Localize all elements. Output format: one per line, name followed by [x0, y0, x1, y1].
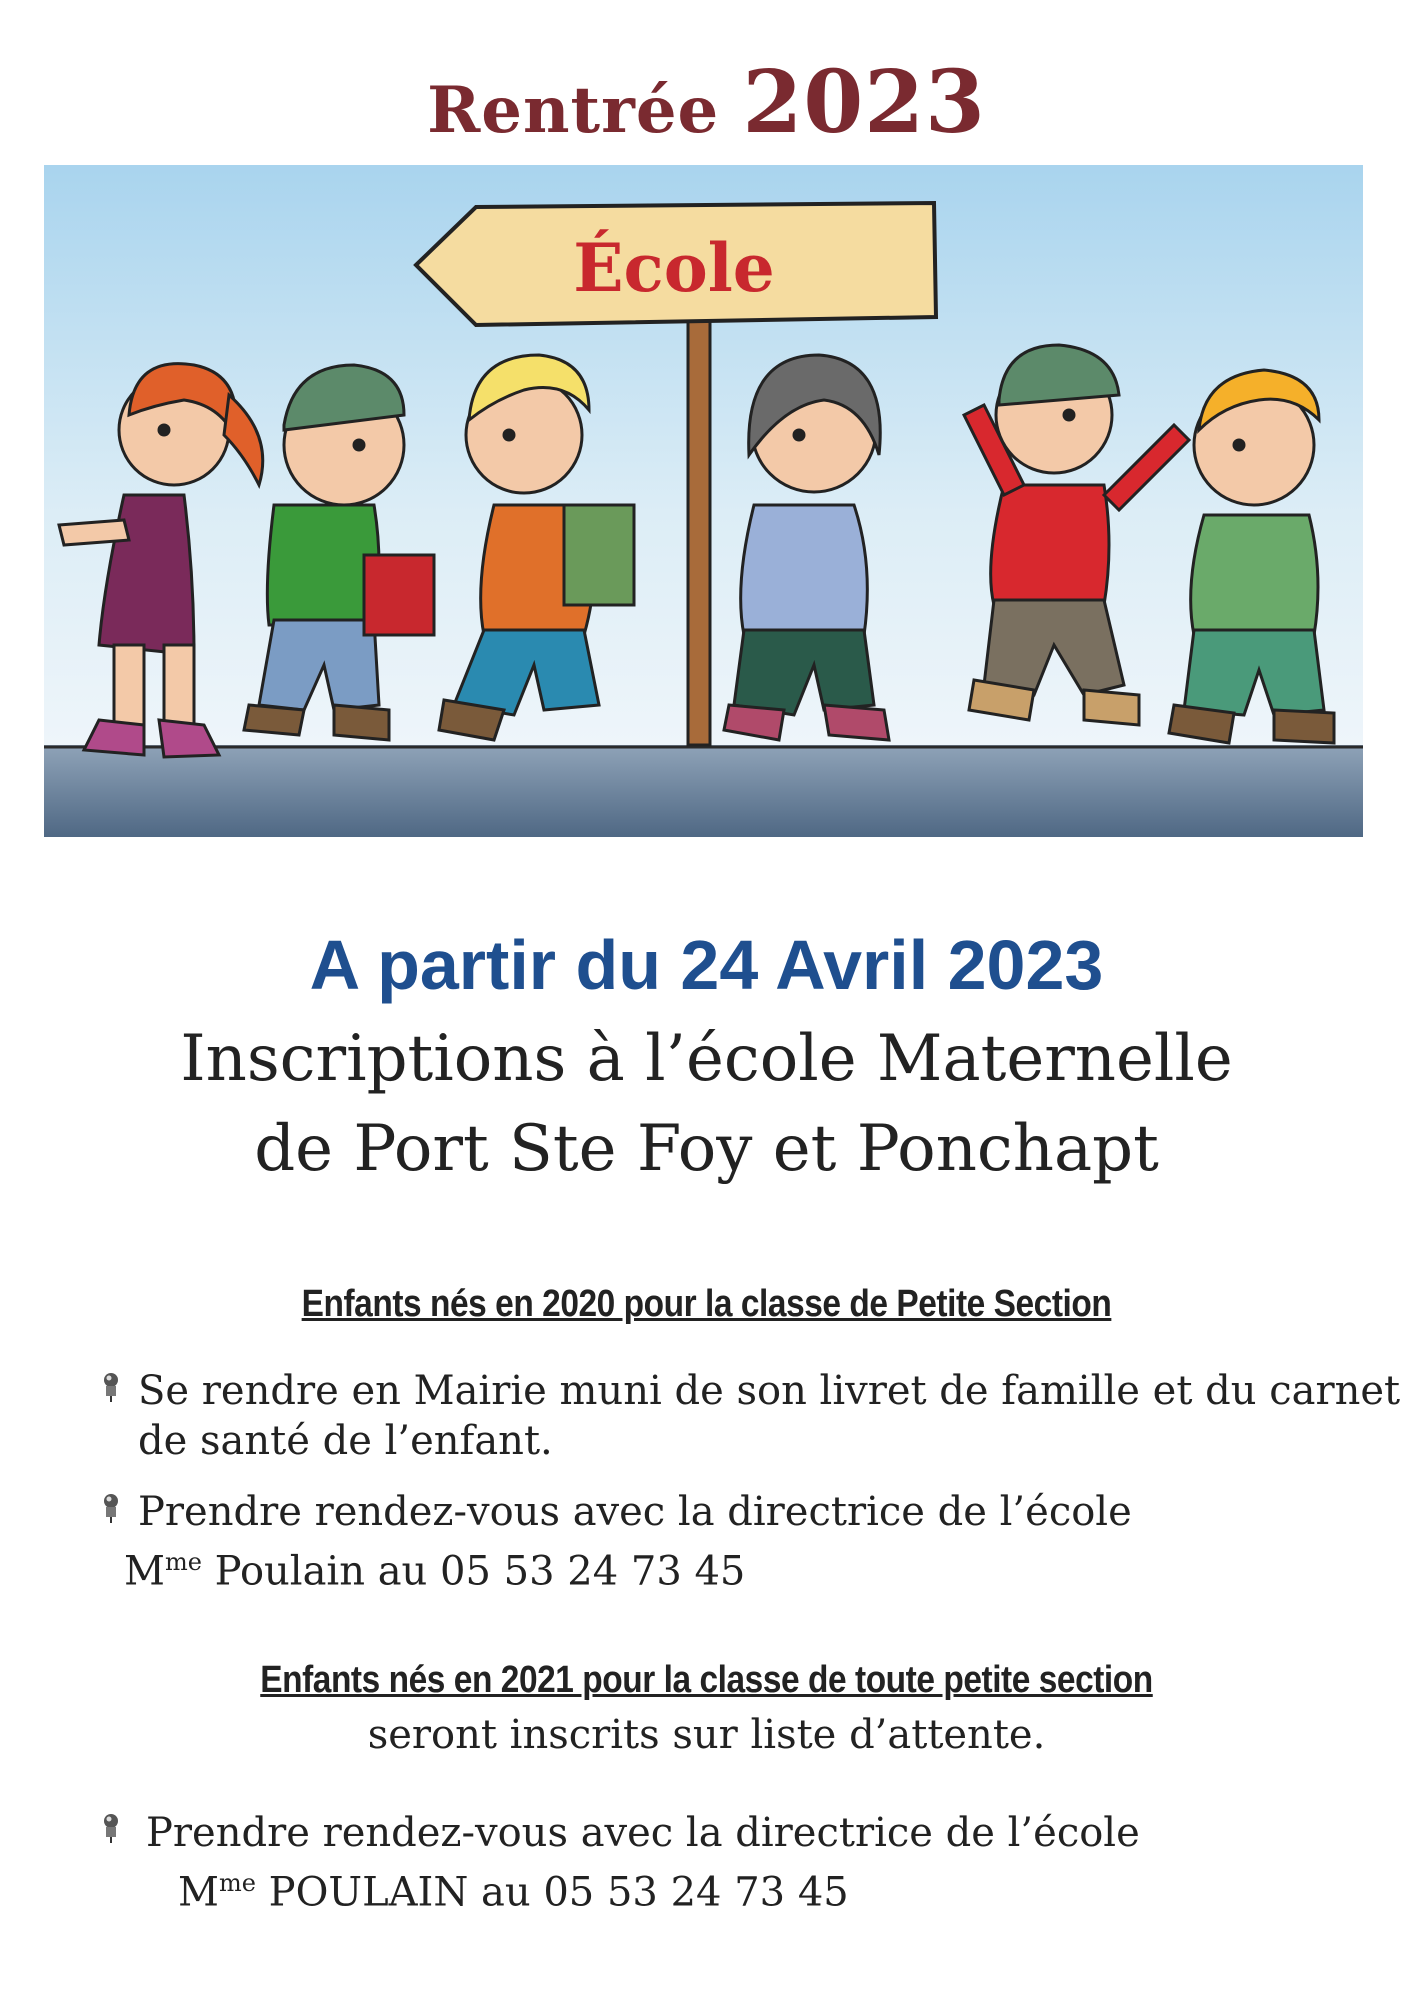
- subtitle-line-2: de Port Ste Foy et Ponchapt: [254, 1112, 1159, 1186]
- poster-title: [0, 52, 1413, 153]
- honorific-sup: me: [164, 1548, 202, 1576]
- title-prefix: Rentrée: [427, 73, 720, 148]
- section1-bullet1-line1: Se rendre en Mairie muni de son livret de famille et du carnet: [138, 1368, 1401, 1414]
- section1-contact-line: [124, 1537, 745, 1596]
- honorific: M: [124, 1548, 165, 1595]
- sign-text: École: [573, 229, 775, 307]
- start-date-headline: A partir du 24 Avril 2023: [309, 926, 1104, 1004]
- pushpin-bullet-icon: [100, 1813, 122, 1843]
- title-year: 2023: [742, 52, 986, 153]
- section1-bullet2-line1: Prendre rendez-vous avec la directrice de l’école: [138, 1489, 1132, 1535]
- signpost-pole: [688, 315, 710, 745]
- pushpin-bullet-icon: [100, 1493, 122, 1523]
- contact-phone: POULAIN au 05 53 24 73 45: [255, 1869, 849, 1916]
- illustration-banner: [44, 165, 1363, 837]
- subtitle-line-1: Inscriptions à l’école Maternelle: [180, 1022, 1233, 1096]
- section1-bullet1-line2: de santé de l’enfant.: [138, 1418, 553, 1464]
- pushpin-bullet-icon: [100, 1372, 122, 1402]
- section2-contact-line: [178, 1858, 849, 1917]
- section-2021-heading: Enfants nés en 2021 pour la classe de toute petite section: [260, 1659, 1153, 1701]
- section2-bullet1-line1: Prendre rendez-vous avec la directrice de l’école: [146, 1810, 1140, 1856]
- honorific: M: [178, 1869, 219, 1916]
- contact-phone: Poulain au 05 53 24 73 45: [201, 1548, 746, 1595]
- honorific-sup: me: [218, 1869, 256, 1897]
- children-walking-illustration: [44, 165, 1363, 837]
- section-2020-heading: Enfants nés en 2020 pour la classe de Petite Section: [301, 1283, 1112, 1325]
- section2-waitlist-note: seront inscrits sur liste d’attente.: [367, 1712, 1046, 1758]
